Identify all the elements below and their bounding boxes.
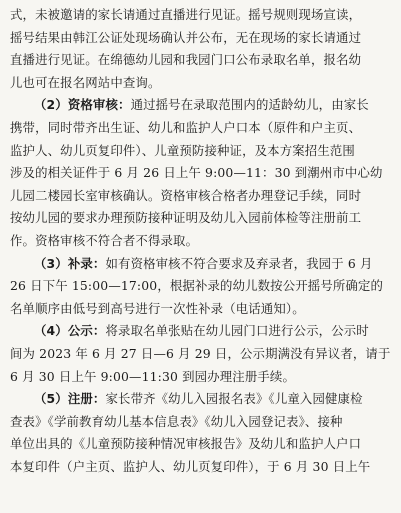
paragraph-text: 通过摇号在录取范围内的适龄幼儿，由家长	[130, 97, 369, 113]
section-heading: （3）补录：	[34, 255, 106, 271]
section-qualification-review	[10, 94, 391, 117]
paragraph-line: 本复印件（户主页、监护人、幼儿页复印件），于 6 月 30 日上午	[10, 458, 371, 474]
paragraph-line: 作。资格审核不符合者不得录取。	[10, 232, 199, 248]
section-heading: （4）公示：	[34, 323, 106, 339]
paragraph-line: 式，未被邀请的家长请通过直播进行见证。摇号规则现场宣读，	[10, 7, 362, 22]
section-supplementary-admission	[10, 253, 391, 276]
paragraph-line: 6 月 30 日上午 9:00—11:30 到园办理注册手续。	[10, 368, 295, 384]
paragraph-text: 家长带齐《幼儿入园报名表》《儿童入园健康检	[105, 391, 363, 407]
paragraph-line: 名单顺序由低号到高号进行一次性补录（电话通知）。	[10, 300, 305, 316]
paragraph-text: 将录取名单张贴在幼儿园门口进行公示，公示时	[105, 323, 369, 339]
paragraph-line: 监护人、幼儿页复印件）、儿童预防接种证，及本方案招生范围	[10, 142, 355, 158]
paragraph-line: 单位出具的《儿童预防接种情况审核报告》及幼儿和监护人户口	[10, 436, 362, 452]
paragraph-line: 直播进行见证。在绵德幼儿园和我园门口公布录取名单，报名幼	[10, 52, 362, 68]
paragraph-line: 涉及的相关证件于 6 月 26 日上午 9:00—11：30 到潮州市中心幼	[10, 165, 383, 181]
paragraph-line: 查表》《学前教育幼儿基本信息表》《幼儿入园登记表》、接种	[10, 413, 343, 429]
paragraph-line: 摇号结果由韩江公证处现场确认并公布，无在现场的家长请通过	[10, 29, 362, 45]
paragraph-text: 如有资格审核不符合要求及弃录者，我园于 6 月	[105, 255, 373, 271]
paragraph-line: 儿园二楼园长室审核确认。资格审核合格者办理登记手续，同时	[10, 187, 362, 203]
section-registration	[10, 388, 391, 411]
paragraph-line: 间为 2023 年 6 月 27 日—6 月 29 日，公示期满没有异议者，请于	[10, 345, 391, 361]
paragraph-line: 26 日下午 15:00—17:00，根据补录的幼儿数按公开摇号所确定的	[10, 278, 384, 294]
paragraph-line: 携带，同时带齐出生证、幼儿和监护人户口本（原件和户主页、	[10, 119, 362, 135]
section-heading: （2）资格审核：	[34, 97, 131, 113]
section-public-notice	[10, 320, 391, 343]
paragraph-line: 儿也可在报名网站中查询。	[10, 74, 161, 90]
section-heading: （5）注册：	[34, 391, 106, 407]
paragraph-line: 按幼儿园的要求办理预防接种证明及幼儿入园前体检等注册前工	[10, 210, 362, 226]
